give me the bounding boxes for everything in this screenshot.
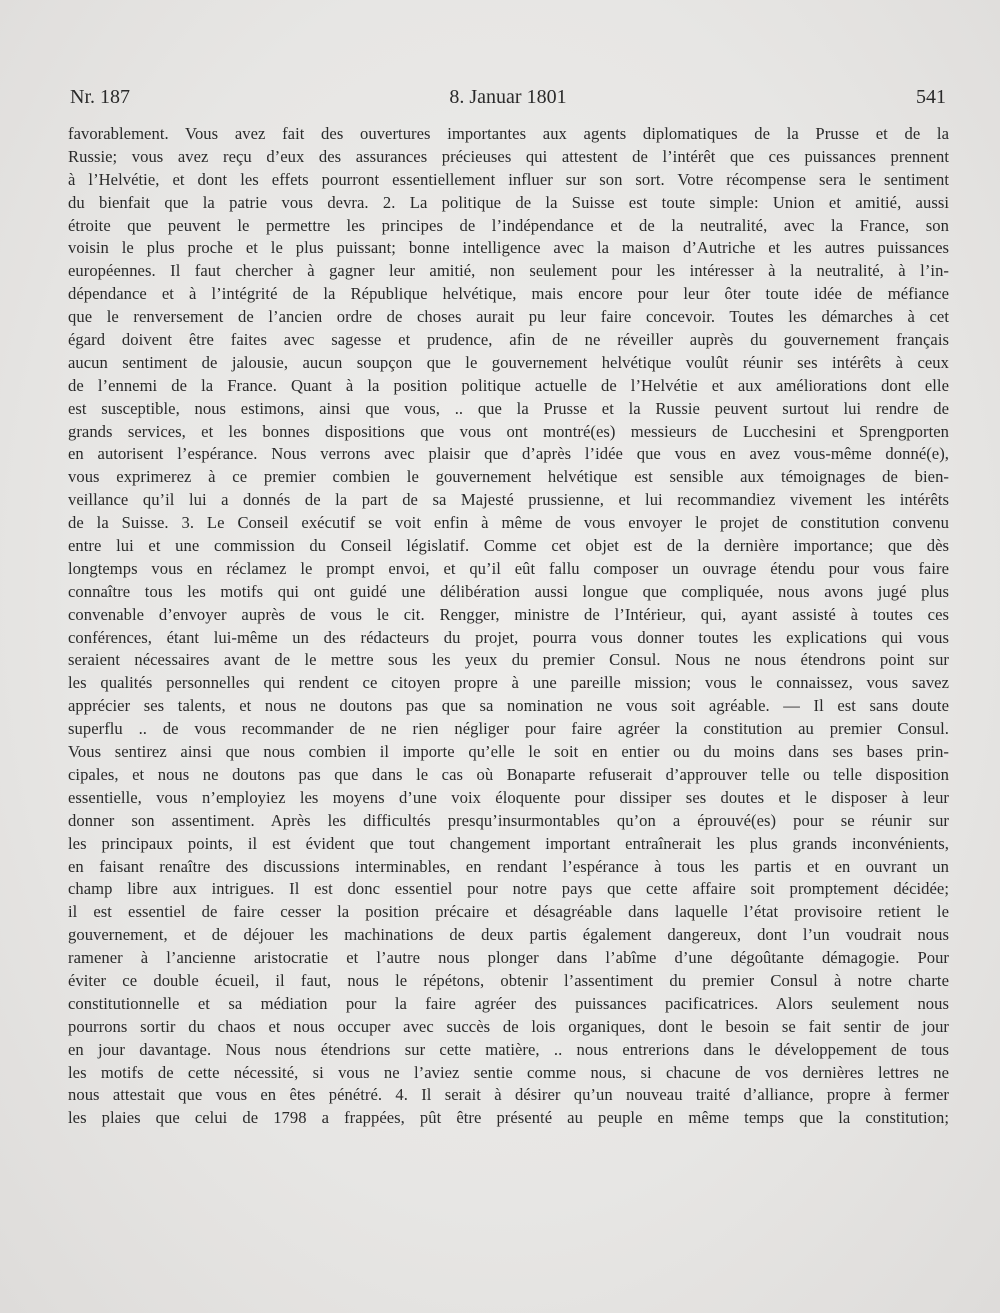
text-line: Vous sentirez ainsi que nous combien il importe qu’elle le soit en entier ou du moins dans ses bases prin-	[68, 742, 949, 762]
text-line: connaître tous les motifs qui ont guidé une délibération aussi longue que compliquée, nous avons jugé plus	[68, 581, 949, 601]
document-number: Nr. 187	[70, 86, 130, 108]
text-line: essentielle, vous n’employiez les moyens d’une voix éloquente pour dissiper ses doutes et le disposer à leur	[68, 787, 949, 807]
text-line: vous exprimerez à ce premier combien le gouvernement helvétique est sensible aux témoignages de bien-	[68, 467, 949, 487]
text-line: veillance qu’il lui a donnés de la part de sa Majesté prussienne, et lui recommandiez vivement les intérêts	[68, 490, 949, 510]
text-line: convenable d’envoyer auprès de vous le cit. Rengger, ministre de l’Intérieur, qui, ayant assisté à toutes ces	[68, 604, 949, 624]
text-line: européennes. Il faut chercher à gagner leur amitié, non seulement pour les intéresser à la neutralité, à l’in-	[68, 261, 949, 281]
text-line: les qualités personnelles qui rendent ce citoyen propre à une pareille mission; vous le connaissez, vous savez	[68, 673, 949, 693]
text-line: Russie; vous avez reçu d’eux des assurances précieuses qui attestent de l’intérêt que ces puissances prennent	[68, 146, 949, 166]
text-line	[68, 1130, 949, 1153]
text-line: champ libre aux intrigues. Il est donc essentiel pour notre pays que cette affaire soit promptement décidée;	[68, 879, 949, 899]
text-line: aucun sentiment de jalousie, aucun soupçon que le gouvernement helvétique voulût réunir ses intérêts à ceux	[68, 352, 949, 372]
text-line: ramener à l’ancienne aristocratie et l’autre nous plonger dans l’abîme d’une dégoûtante démagogie. Pour	[68, 948, 949, 968]
text-line: à l’Helvétie, et dont les effets pourront essentiellement influer sur son sort. Votre récompense sera le sentiment	[68, 169, 949, 189]
text-line: les motifs de cette nécessité, si vous ne l’aviez sentie comme nous, si chacune de vos dernières lettres ne	[68, 1062, 949, 1082]
text-line: entre lui et une commission du Conseil législatif. Comme cet objet est de la dernière importance; que dès	[68, 536, 949, 556]
text-line: apprécier ses talents, et nous ne doutons pas que sa nomination ne vous soit agréable. — Il est sans doute	[68, 696, 949, 716]
text-line: que le renversement de l’ancien ordre de choses aurait pu leur faire concevoir. Toutes les démarches à cet	[68, 307, 949, 327]
text-line: pourrons sortir du chaos et nous occuper avec succès de lois organiques, dont le besoin se fait sentir de jour	[68, 1016, 949, 1036]
text-line: gouvernement, et de déjouer les machinations de deux partis également dangereux, dont l’un voudrait nous	[68, 925, 949, 945]
page-header	[70, 86, 946, 114]
text-line: les plaies que celui de 1798 a frappées, pût être présenté au peuple en même temps que la constitution;	[68, 1108, 949, 1128]
text-line: du bienfait que la patrie vous devra. 2. La politique de la Suisse est toute simple: Union et amitié, aussi	[68, 192, 949, 212]
text-line: étroite que peuvent le permettre les principes de l’indépendance et de la neutralité, avec la France, son	[68, 215, 949, 235]
text-line: donner son assentiment. Après les difficultés presqu’insurmontables qu’on a éprouvé(es) pour se réunir sur	[68, 810, 949, 830]
text-line: en autorisent l’espérance. Nous verrons avec plaisir que d’après l’idée que vous en avez vous-même donné(e),	[68, 444, 949, 464]
text-line: grands services, et les bonnes dispositions que vous ont montré(es) messieurs de Lucchesini et Sprengporten	[68, 421, 949, 441]
text-line: les principaux points, il est évident que tout changement important entraînerait les plus grands inconvénients,	[68, 833, 949, 853]
body-text	[68, 123, 949, 1153]
text-line: est susceptible, nous estimons, ainsi que vous, .. que la Prusse et la Russie peuvent surtout lui rendre de	[68, 398, 949, 418]
text-line: de l’ennemi de la France. Quant à la position politique actuelle de l’Helvétie et aux améliorations dont elle	[68, 375, 949, 395]
text-line: éviter ce double écueil, il faut, nous le répétons, obtenir l’assentiment du premier Consul à notre charte	[68, 970, 949, 990]
page-number: 541	[916, 86, 946, 108]
text-line: égard doivent être faites avec sagesse et prudence, afin de ne réveiller auprès du gouvernement français	[68, 330, 949, 350]
text-line: voisin le plus proche et le plus puissant; bonne intelligence avec la maison d’Autriche et les autres puissances	[68, 238, 949, 258]
text-line: en jour davantage. Nous nous étendrions sur cette matière, .. nous entrerions dans le développement de tous	[68, 1039, 949, 1059]
text-line: nous attestait que vous en êtes pénétré. 4. Il serait à désirer qu’un nouveau traité d’alliance, propre à fermer	[68, 1085, 949, 1105]
text-line: constitutionnelle et sa médiation pour la faire agréer des puissances pacificatrices. Alors seulement nous	[68, 993, 949, 1013]
text-line: conférences, étant lui-même un des rédacteurs du projet, pourra vous donner toutes les explications qui vous	[68, 627, 949, 647]
text-line: de la Suisse. 3. Le Conseil exécutif se voit enfin à même de vous envoyer le projet de constitution convenu	[68, 513, 949, 533]
text-line: en faisant renaître des discussions interminables, en rendant l’espérance à tous les partis et en ouvrant un	[68, 856, 949, 876]
text-line: dépendance et à l’intégrité de la République helvétique, mais encore pour leur ôter toute idée de méfiance	[68, 284, 949, 304]
text-line: il est essentiel de faire cesser la position précaire et désagréable dans laquelle l’état provisoire retient le	[68, 902, 949, 922]
text-line: seraient nécessaires avant de le mettre sous les yeux du premier Consul. Nous ne nous étendrons point sur	[68, 650, 949, 670]
document-date: 8. Januar 1801	[449, 86, 567, 108]
text-line: superflu .. de vous recommander de ne rien négliger pour faire agréer la constitution au premier Consul.	[68, 719, 949, 739]
text-line: cipales, et nous ne doutons pas que dans le cas où Bonaparte refuserait d’approuver telle ou telle disposition	[68, 764, 949, 784]
text-line: favorablement. Vous avez fait des ouvertures importantes aux agents diplomatiques de la Prusse et de la	[68, 124, 949, 143]
text-line: longtemps vous en réclamez le prompt envoi, et qu’il eût fallu composer un ouvrage étendu pour vous faire	[68, 558, 949, 578]
